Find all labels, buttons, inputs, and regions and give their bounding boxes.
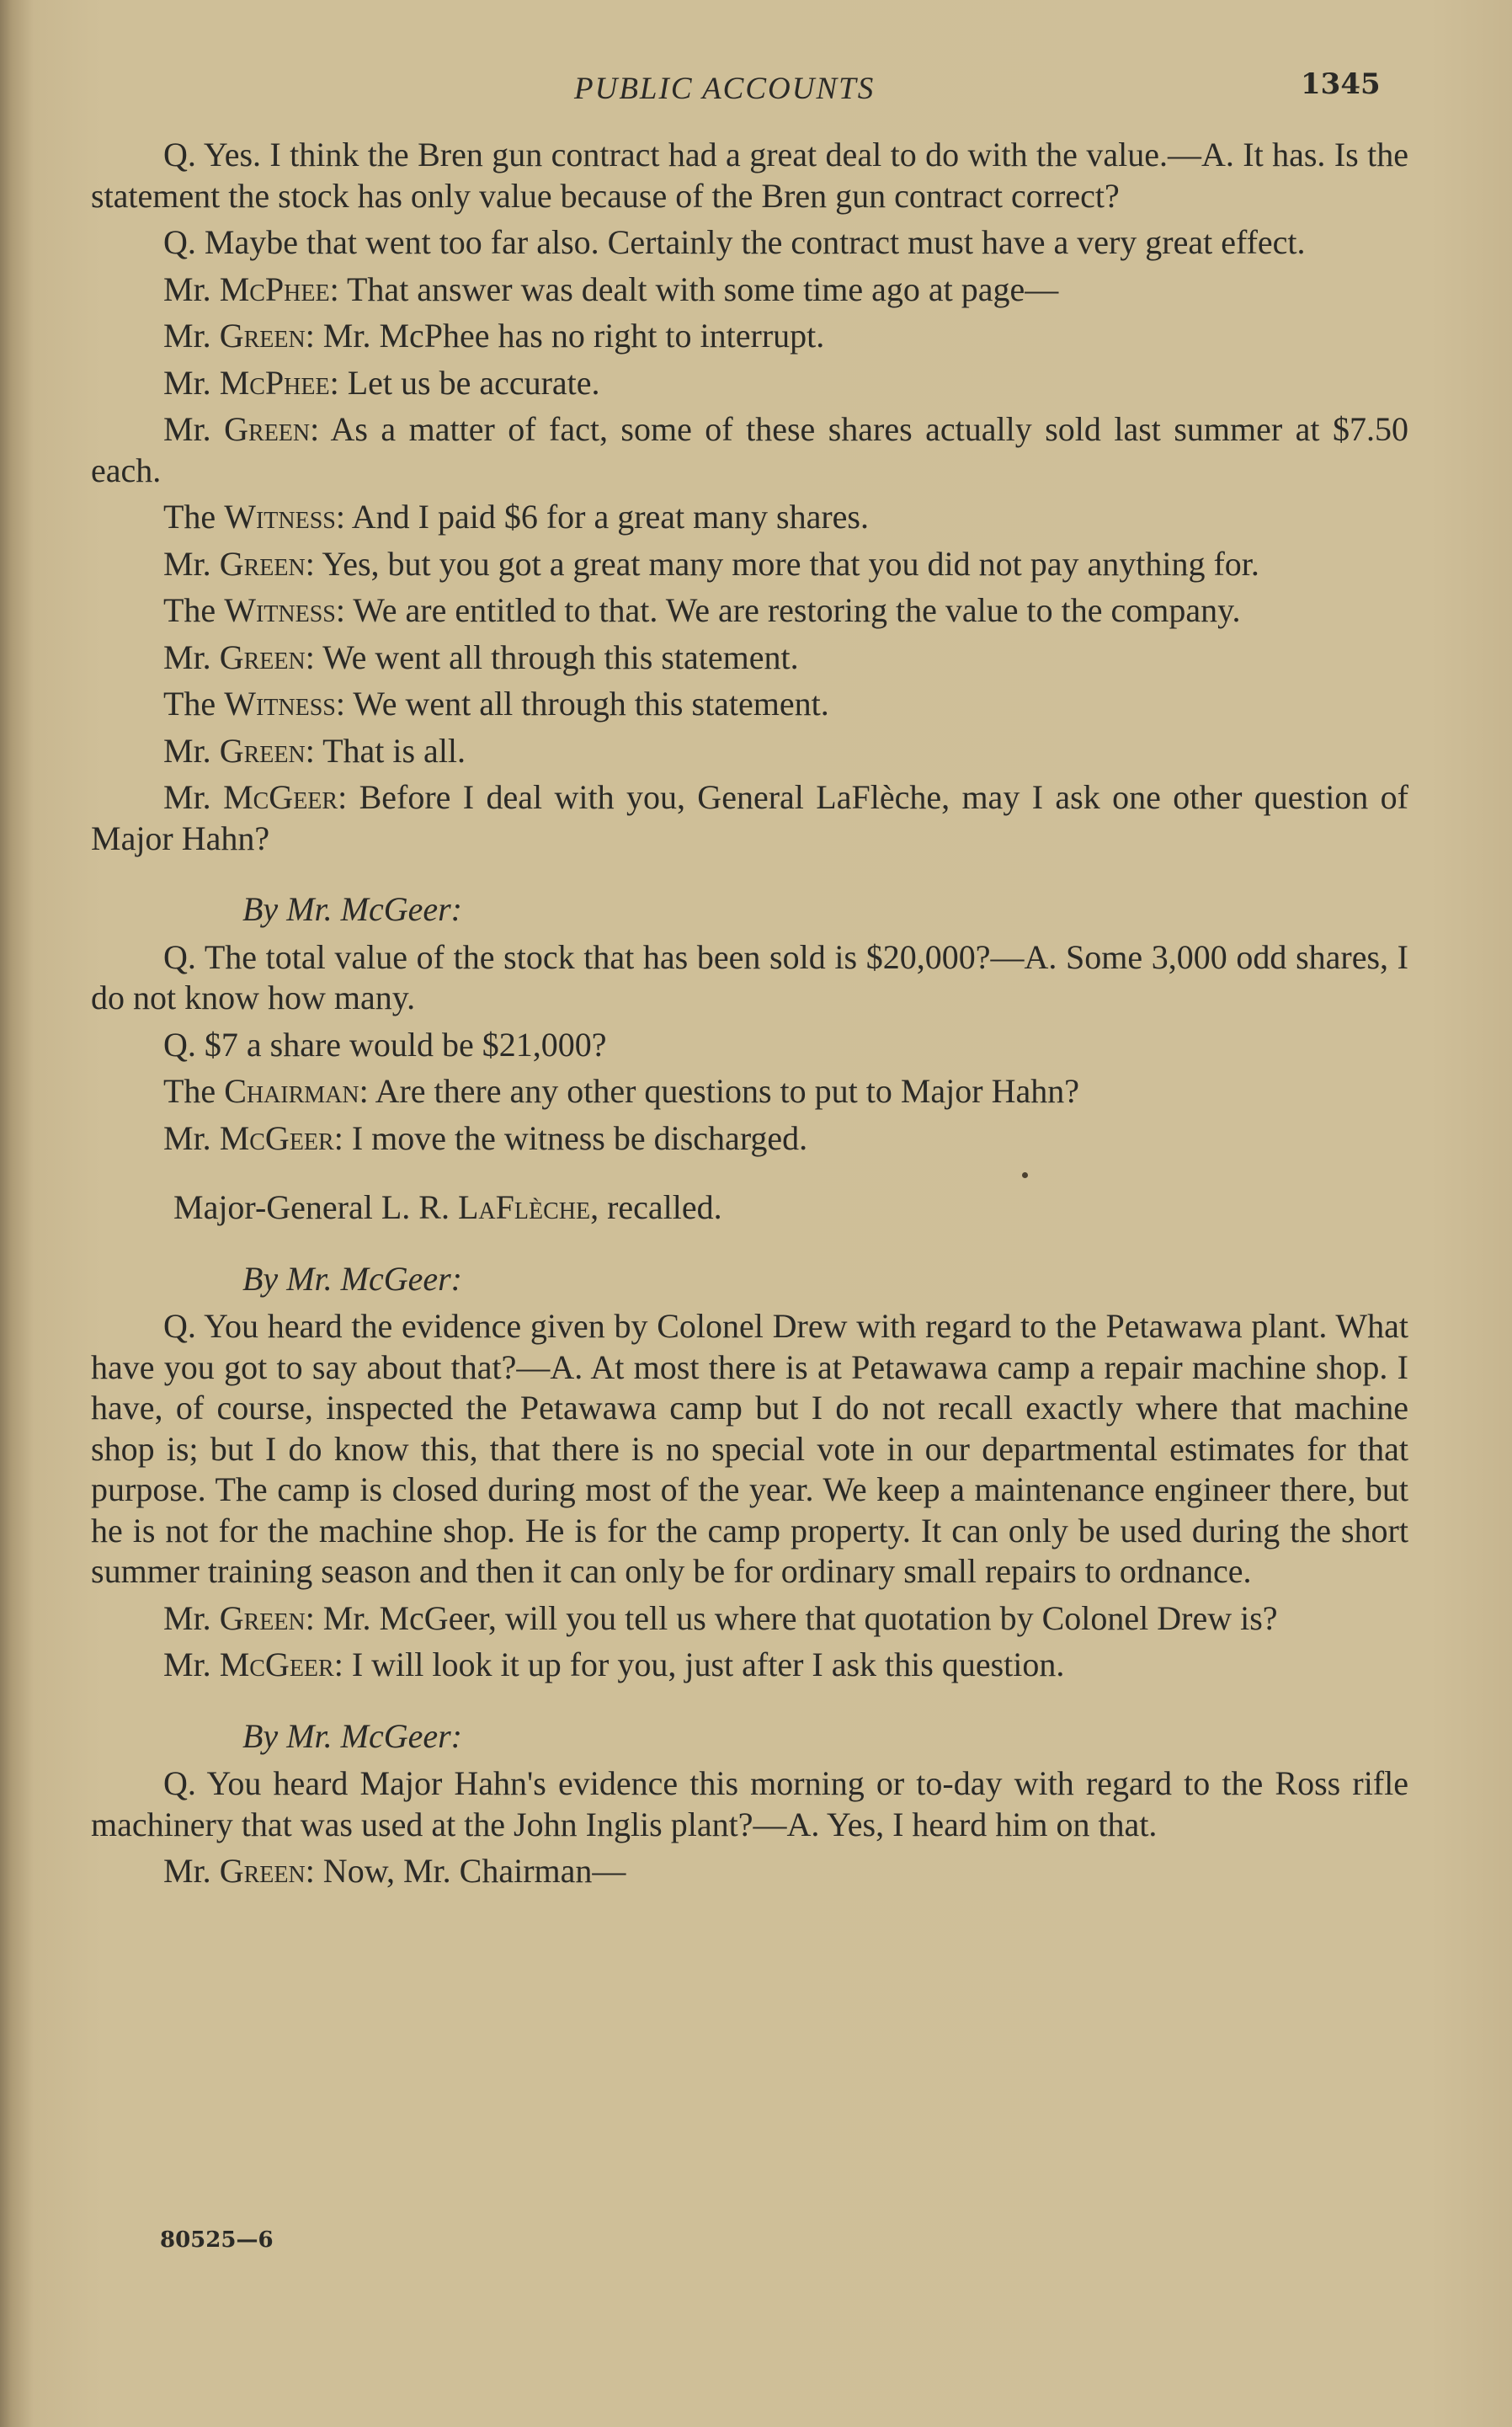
speaker-prefix: Mr. <box>163 731 220 770</box>
speaker-prefix: Mr. <box>163 1852 220 1890</box>
speaker-paragraph <box>91 544 1408 585</box>
question-answer-paragraph: Q. The total value of the stock that has been sold is $20,000?—A. Some 3,000 odd shares, I do not know how many. <box>91 937 1408 1016</box>
speaker-name: Witness <box>224 591 336 629</box>
speaker-prefix: The <box>163 591 225 629</box>
examiner-heading: By Mr. McGeer: <box>242 890 462 928</box>
speaker-paragraph <box>91 363 1408 404</box>
speaker-prefix: The <box>163 685 225 723</box>
witness-status: , recalled. <box>590 1188 722 1226</box>
speaker-prefix: Mr. <box>163 269 220 308</box>
speech-text: : And I paid $6 for a great many shares. <box>335 498 869 536</box>
speaker-paragraph <box>91 1645 1408 1686</box>
speaker-prefix: Mr. <box>163 363 220 402</box>
speaker-name: Green <box>224 410 311 448</box>
witness-recalled <box>91 1187 1408 1229</box>
speaker-name: McGeer <box>219 1646 334 1683</box>
speaker-prefix: Mr. <box>163 410 225 448</box>
speaker-paragraph <box>91 1598 1408 1640</box>
speaker-prefix: The <box>163 1072 225 1110</box>
speaker-name: Witness <box>224 685 336 723</box>
speech-text: : Let us be accurate. <box>329 363 600 402</box>
speech-text: : Mr. McPhee has no right to interrupt. <box>305 317 825 355</box>
speaker-paragraph <box>91 316 1408 357</box>
witness-title: Major-General L. R. <box>173 1188 458 1226</box>
speaker-prefix: Mr. <box>163 544 220 583</box>
speaker-prefix: Mr. <box>163 637 220 676</box>
speech-text: : That is all. <box>305 731 466 770</box>
speaker-paragraph <box>91 269 1408 311</box>
speech-text: : I will look it up for you, just after I ask this question. <box>333 1646 1065 1683</box>
examiner-heading: By Mr. McGeer: <box>242 1259 462 1298</box>
speaker-prefix: Mr. <box>163 317 220 355</box>
speaker-paragraph <box>91 1118 1408 1160</box>
speaker-paragraph <box>91 590 1408 632</box>
speech-text: : I move the witness be discharged. <box>333 1118 808 1157</box>
speaker-name: McGeer <box>219 1118 334 1157</box>
question-answer-paragraph: Q. Yes. I think the Bren gun contract had a great deal to do with the value.—A. It has. Is the statement the stock has only value because of the Bren gun contract correct? <box>91 136 1408 215</box>
examiner-heading: By Mr. McGeer: <box>242 1716 462 1755</box>
speaker-name: Green <box>219 544 306 583</box>
speaker-name: McPhee <box>219 363 330 402</box>
speaker-paragraph <box>91 637 1408 679</box>
speaker-name: McGeer <box>223 778 338 816</box>
speaker-prefix: Mr. <box>163 1646 220 1683</box>
speaker-prefix: Mr. <box>163 778 224 816</box>
speaker-name: McPhee <box>219 269 330 308</box>
speech-text: : We went all through this statement. <box>335 685 829 723</box>
speaker-paragraph <box>91 684 1408 725</box>
speaker-name: Green <box>219 1852 306 1890</box>
speaker-paragraph <box>91 1071 1408 1112</box>
speech-text: : We are entitled to that. We are restoring the value to the company. <box>335 591 1241 629</box>
speech-text: : Are there any other questions to put to Major Hahn? <box>359 1072 1080 1110</box>
speaker-paragraph <box>91 409 1408 491</box>
speech-text: : Yes, but you got a great many more that you did not pay anything for. <box>305 544 1259 583</box>
question-answer-paragraph: Q. You heard the evidence given by Colonel Drew with regard to the Petawawa plant. What have you got to say about that?—A. At most there is at Petawawa camp a repair machine shop. I have, of course, inspected the Petawawa camp but I do not recall exactly where that machine shop is; but I do know this, that there is no special vote in our departmental estimates for that purpose. The camp is closed during most of the year. We keep a maintenance engineer there, but he is not for the machine shop. He is for the camp property. It can only be used during the short summer training season and then it can only be for ordinary small repairs to ordnance. <box>91 1307 1408 1590</box>
speaker-name: Green <box>219 731 306 770</box>
speaker-name: Green <box>219 637 306 676</box>
speaker-paragraph <box>91 1851 1408 1892</box>
speaker-name: Green <box>219 1598 306 1637</box>
speaker-prefix: Mr. <box>163 1598 220 1637</box>
running-head: PUBLIC ACCOUNTS <box>574 72 876 106</box>
speech-text: : Before I deal with you, General LaFlèche, may I ask one other question of Major Hahn? <box>91 778 1409 857</box>
speech-text: : We went all through this statement. <box>305 637 799 676</box>
speech-text: : As a matter of fact, some of these shares actually sold last summer at $7.50 each. <box>91 410 1408 489</box>
speaker-name: Witness <box>224 498 336 536</box>
question-answer-paragraph: Q. $7 a share would be $21,000? <box>163 1025 607 1064</box>
speaker-name: Chairman <box>224 1072 359 1110</box>
page-number: 1345 <box>1301 67 1381 101</box>
speaker-prefix: The <box>163 498 225 536</box>
transcript-body <box>91 135 1408 1898</box>
speaker-prefix: Mr. <box>163 1118 220 1157</box>
question-answer-paragraph: Q. You heard Major Hahn's evidence this morning or to-day with regard to the Ross rifle machinery that was used at the John Inglis plant?—A. Yes, I heard him on that. <box>91 1764 1408 1843</box>
question-answer-paragraph: Q. Maybe that went too far also. Certainly the contract must have a very great effect. <box>163 223 1306 261</box>
speaker-paragraph <box>91 497 1408 538</box>
speaker-name: Green <box>219 317 306 355</box>
ink-speck <box>1022 1172 1028 1178</box>
speech-text: : Mr. McGeer, will you tell us where that quotation by Colonel Drew is? <box>305 1598 1278 1637</box>
speaker-paragraph <box>91 731 1408 772</box>
speech-text: : That answer was dealt with some time ago at page— <box>329 269 1059 308</box>
page-header <box>0 66 1512 116</box>
witness-name: LaFlèche <box>457 1188 591 1226</box>
speech-text: : Now, Mr. Chairman— <box>305 1852 626 1890</box>
printer-signature: 80525—6 <box>160 2227 274 2253</box>
speaker-paragraph <box>91 777 1408 859</box>
